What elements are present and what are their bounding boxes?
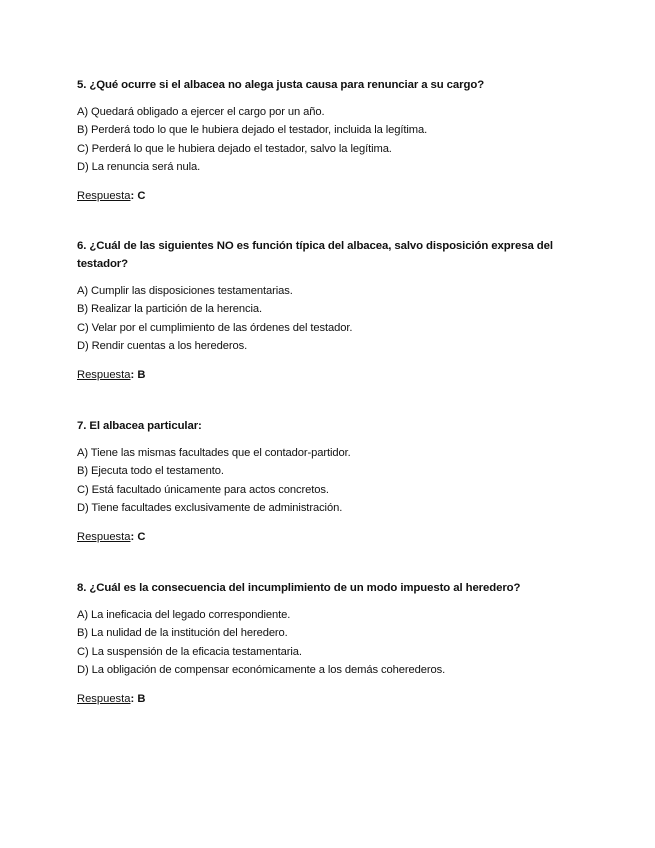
question-title: 8. ¿Cuál es la consecuencia del incumplimiento de un modo impuesto al heredero? <box>77 582 521 594</box>
option-c: C) La suspensión de la eficacia testamentaria. <box>77 645 302 658</box>
option-a: A) Quedará obligado a ejercer el cargo por un año. <box>77 106 325 118</box>
option-b: B) Realizar la partición de la herencia. <box>77 303 263 316</box>
answer-line <box>77 366 577 384</box>
answer-value: : B <box>130 368 146 381</box>
option-d: D) La renuncia será nula. <box>77 161 201 174</box>
answer-label: Respuesta <box>77 189 131 202</box>
options-list <box>77 606 577 680</box>
answer-label: Respuesta <box>77 692 131 705</box>
option-c: C) Perderá lo que le hubiera dejado el testador, salvo la legítima. <box>77 142 392 155</box>
options-list <box>77 444 577 518</box>
option-a: A) Cumplir las disposiciones testamentarias. <box>77 285 293 297</box>
question-title: 6. ¿Cuál de las siguientes NO es función típica del albacea, salvo disposición expresa del testador? <box>77 240 553 270</box>
answer-line <box>77 528 577 546</box>
option-a: A) Tiene las mismas facultades que el contador-partidor. <box>77 447 351 459</box>
option-d: D) Tiene facultades exclusivamente de administración. <box>77 502 343 515</box>
answer-line <box>77 187 577 205</box>
question-title: 7. El albacea particular: <box>77 420 202 432</box>
answer-label: Respuesta <box>77 368 131 381</box>
options-list <box>77 103 577 177</box>
options-list <box>77 282 577 356</box>
answer-value: : C <box>130 189 146 202</box>
question-7 <box>77 417 577 546</box>
option-c: C) Está facultado únicamente para actos concretos. <box>77 483 329 496</box>
option-b: B) La nulidad de la institución del heredero. <box>77 627 288 640</box>
answer-value: : C <box>130 530 146 543</box>
option-b: B) Perderá todo lo que le hubiera dejado el testador, incluida la legítima. <box>77 124 428 137</box>
option-a: A) La ineficacia del legado correspondiente. <box>77 609 291 621</box>
option-c: C) Velar por el cumplimiento de las órdenes del testador. <box>77 321 353 334</box>
option-d: D) La obligación de compensar económicamente a los demás coherederos. <box>77 664 446 677</box>
answer-value: : B <box>130 692 146 705</box>
question-title: 5. ¿Qué ocurre si el albacea no alega justa causa para renunciar a su cargo? <box>77 79 485 91</box>
answer-label: Respuesta <box>77 530 131 543</box>
answer-line <box>77 690 577 708</box>
option-d: D) Rendir cuentas a los herederos. <box>77 340 248 353</box>
option-b: B) Ejecuta todo el testamento. <box>77 465 224 478</box>
question-6 <box>77 237 577 384</box>
question-8 <box>77 579 577 708</box>
question-5 <box>77 76 577 205</box>
